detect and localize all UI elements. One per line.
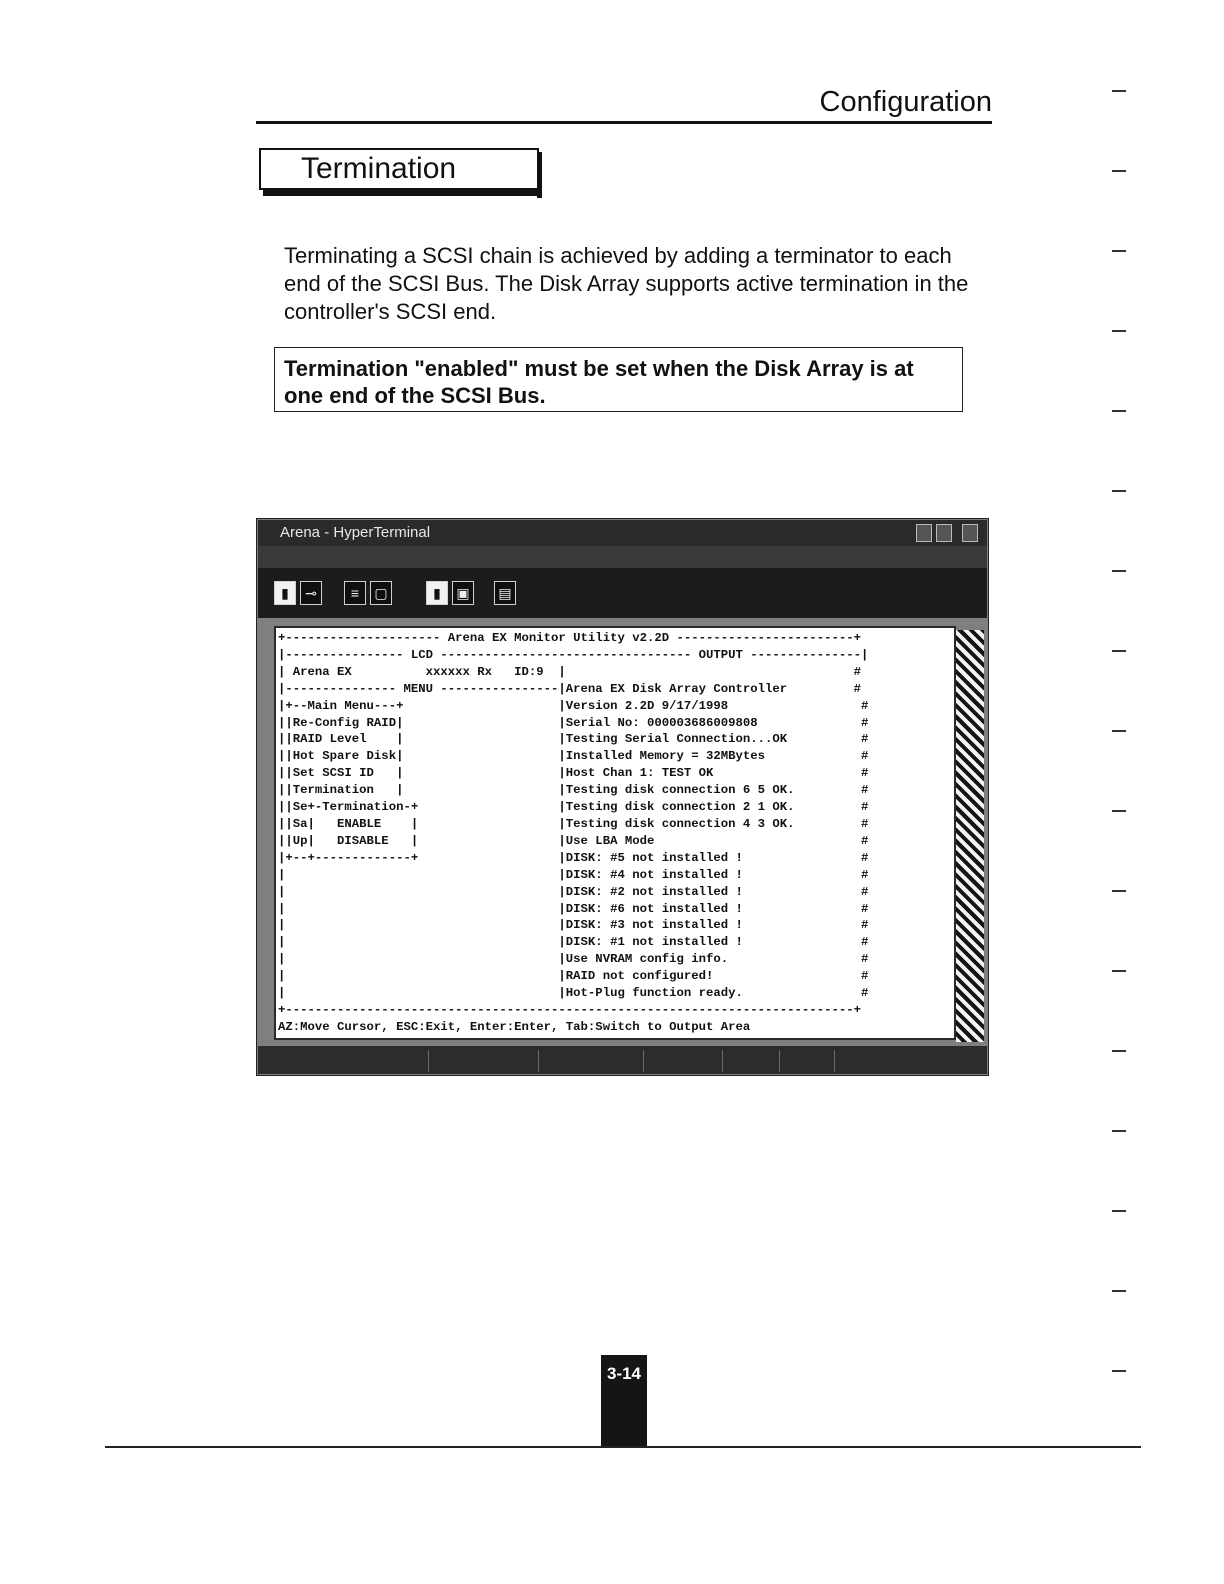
statusbar-separator <box>538 1050 539 1072</box>
page-number: 3-14 <box>606 1364 642 1383</box>
minimize-icon[interactable] <box>916 524 932 542</box>
terminal-line: | |DISK: #4 not installed ! # <box>278 867 869 882</box>
new-connection-icon[interactable]: ▮ <box>274 581 296 605</box>
header-rule <box>256 121 992 124</box>
margin-tick <box>1112 250 1126 252</box>
terminal-line: +--------------------- Arena EX Monitor Utility v2.2D ------------------------+ <box>278 631 861 645</box>
terminal-line: |+--Main Menu---+ |Version 2.2D 9/17/1998 # <box>278 698 869 713</box>
terminal-line: | |DISK: #3 not installed ! # <box>278 918 869 933</box>
terminal-line: ||Se+-Termination-+ |Testing disk connection 2 1 OK. # <box>278 800 869 815</box>
terminal-line: ||RAID Level | |Testing Serial Connection...OK # <box>278 732 869 747</box>
terminal-line: | |DISK: #2 not installed ! # <box>278 884 869 899</box>
note-text: Termination "enabled" must be set when the Disk Array is at one end of the SCSI Bus. <box>284 356 914 408</box>
terminal-line: |--------------- MENU ----------------|Arena EX Disk Array Controller # <box>278 681 861 696</box>
terminal-menubar <box>258 546 987 568</box>
statusbar-separator <box>428 1050 429 1072</box>
margin-tick <box>1112 90 1126 92</box>
footer-rule <box>105 1446 1141 1448</box>
disconnect-icon[interactable]: ▢ <box>370 581 392 605</box>
terminal-line: | |DISK: #6 not installed ! # <box>278 901 869 916</box>
receive-icon[interactable]: ▣ <box>452 581 474 605</box>
statusbar-separator <box>834 1050 835 1072</box>
terminal-line: ||Hot Spare Disk| |Installed Memory = 32MBytes # <box>278 749 869 764</box>
close-icon[interactable] <box>962 524 978 542</box>
terminal-line: | |RAID not configured! # <box>278 969 869 984</box>
margin-tick <box>1112 1370 1126 1372</box>
margin-tick <box>1112 810 1126 812</box>
margin-tick <box>1112 730 1126 732</box>
terminal-line: | |Hot-Plug function ready. # <box>278 986 869 1001</box>
terminal-window-title: Arena - HyperTerminal <box>280 524 431 541</box>
statusbar-separator <box>722 1050 723 1072</box>
terminal-line: ||Re-Config RAID| |Serial No: 000003686009808 # <box>278 715 869 730</box>
margin-tick <box>1112 890 1126 892</box>
margin-tick <box>1112 1130 1126 1132</box>
running-header-title: Configuration <box>819 86 992 118</box>
terminal-output <box>278 630 954 1036</box>
margin-tick <box>1112 650 1126 652</box>
terminal-line: | |DISK: #1 not installed ! # <box>278 935 869 950</box>
properties-icon[interactable]: ▤ <box>494 581 516 605</box>
statusbar-separator <box>643 1050 644 1072</box>
margin-tick <box>1112 330 1126 332</box>
margin-tick <box>1112 1050 1126 1052</box>
terminal-line: |+--+-------------+ |DISK: #5 not installed ! # <box>278 850 869 865</box>
statusbar-separator <box>779 1050 780 1072</box>
terminal-toolbar <box>258 568 987 618</box>
maximize-icon[interactable] <box>936 524 952 542</box>
terminal-line: +-----------------------------------------------------------------------------+ <box>278 1002 861 1017</box>
margin-tick <box>1112 170 1126 172</box>
margin-tick <box>1112 970 1126 972</box>
margin-tick <box>1112 1210 1126 1212</box>
terminal-line: ||Set SCSI ID | |Host Chan 1: TEST OK # <box>278 766 869 781</box>
margin-tick <box>1112 410 1126 412</box>
terminal-line: | Arena EX xxxxxx Rx ID:9 | # <box>278 664 861 679</box>
terminal-statusbar <box>258 1046 987 1074</box>
margin-tick <box>1112 1290 1126 1292</box>
send-icon[interactable]: ▮ <box>426 581 448 605</box>
connect-icon[interactable]: ≡ <box>344 581 366 605</box>
terminal-line: ||Up| DISABLE | |Use LBA Mode # <box>278 833 869 848</box>
margin-tick <box>1112 570 1126 572</box>
intro-paragraph: Terminating a SCSI chain is achieved by adding a terminator to each end of the SCSI Bus. The Disk Array supports active termination in the controller's SCSI end. <box>284 243 969 324</box>
section-title: Termination <box>301 152 457 185</box>
terminal-line: | |Use NVRAM config info. # <box>278 952 869 967</box>
terminal-line: AZ:Move Cursor, ESC:Exit, Enter:Enter, Tab:Switch to Output Area <box>278 1019 751 1034</box>
terminal-line: ||Sa| ENABLE | |Testing disk connection 4 3 OK. # <box>278 816 869 831</box>
section-box-shadow-bottom <box>263 190 542 196</box>
margin-tick <box>1112 490 1126 492</box>
open-icon[interactable]: ⊸ <box>300 581 322 605</box>
terminal-scrollbar[interactable] <box>956 630 984 1042</box>
terminal-line: ||Termination | |Testing disk connection 6 5 OK. # <box>278 783 869 798</box>
terminal-line: |---------------- LCD ---------------------------------- OUTPUT ---------------| <box>278 647 869 662</box>
